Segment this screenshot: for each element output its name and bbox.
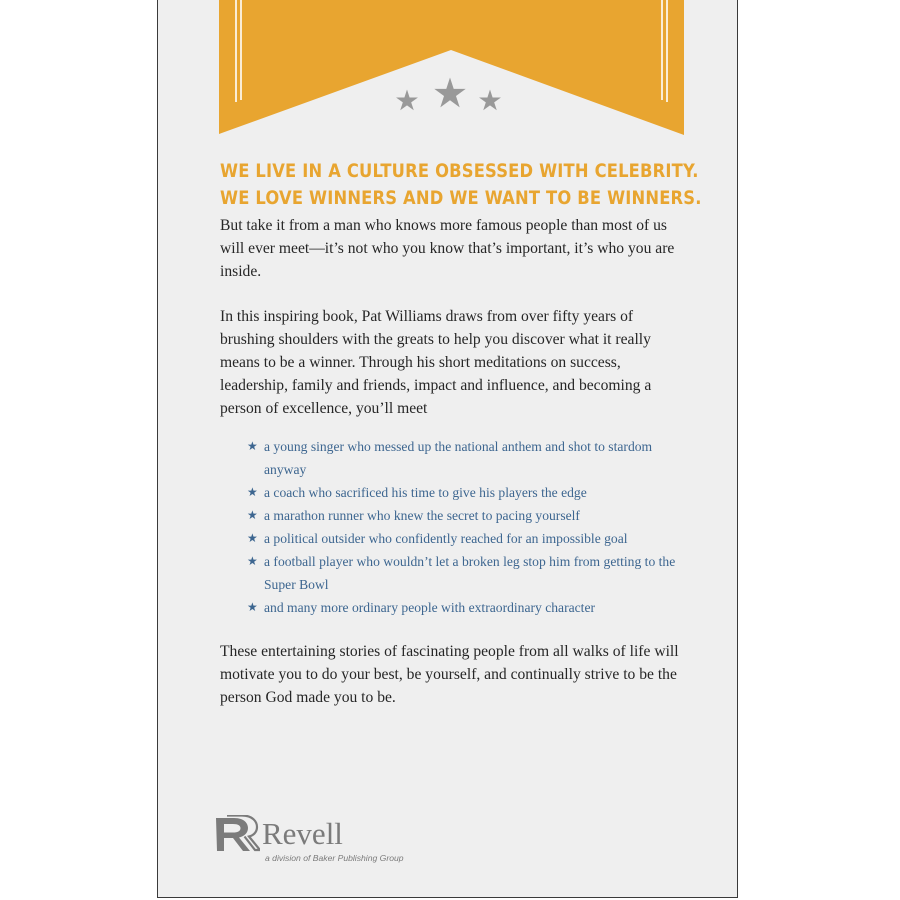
star-bullet-icon: ★: [247, 508, 258, 522]
revell-r-logo-icon: [214, 815, 260, 853]
star-bullet-icon: ★: [247, 600, 258, 614]
publisher-name: Revell: [262, 816, 343, 851]
closing-paragraph: These entertaining stories of fascinating people from all walks of life will motivate you to do your best, be yourself, and continually strive to be the person God made you to be.: [220, 643, 679, 706]
highlights-list: [247, 435, 677, 619]
publisher-logo: [214, 815, 414, 867]
headline-line-2: WE LOVE WINNERS AND WE WANT TO BE WINNERS.: [220, 187, 702, 209]
star-bullet-icon: ★: [247, 531, 258, 545]
star-bullet-icon: ★: [247, 485, 258, 499]
banner-shape: [219, 0, 684, 135]
intro-paragraph: But take it from a man who knows more famous people than most of us will ever meet—it’s not who you know that’s important, it’s who you are inside.: [220, 217, 675, 280]
list-item-text: a football player who wouldn’t let a broken leg stop him from getting to the Super Bowl: [264, 554, 676, 592]
list-item: [247, 527, 677, 550]
star-icon: [479, 90, 501, 111]
list-item: [247, 481, 677, 504]
list-item: [247, 550, 677, 596]
list-item-text: a coach who sacrificed his time to give his players the edge: [264, 485, 587, 500]
headline-line-1: WE LIVE IN A CULTURE OBSESSED WITH CELEBRITY.: [220, 160, 699, 182]
list-item-text: a marathon runner who knew the secret to pacing yourself: [264, 508, 580, 523]
star-bullet-icon: ★: [247, 439, 258, 453]
ribbon-banner: [219, 0, 684, 136]
list-item-text: a young singer who messed up the national anthem and shot to stardom anyway: [264, 439, 653, 477]
list-item: [247, 504, 677, 527]
three-stars-icon: [396, 78, 501, 111]
description-paragraph: In this inspiring book, Pat Williams draws from over fifty years of brushing shoulders with the greats to help you discover what it really means to be a winner. Through his short meditations on success, leadership, family and friends, impact and influence, and becoming a person of excellence, you’ll meet: [220, 308, 652, 417]
publisher-tagline: a division of Baker Publishing Group: [265, 853, 404, 863]
list-item-text: a political outsider who confidently reached for an impossible goal: [264, 531, 628, 546]
star-icon: [396, 90, 418, 111]
star-bullet-icon: ★: [247, 554, 258, 568]
list-item: [247, 435, 677, 481]
list-item-text: and many more ordinary people with extraordinary character: [264, 600, 596, 615]
star-icon: [434, 78, 465, 108]
headline: [220, 158, 702, 212]
list-item: [247, 596, 677, 619]
